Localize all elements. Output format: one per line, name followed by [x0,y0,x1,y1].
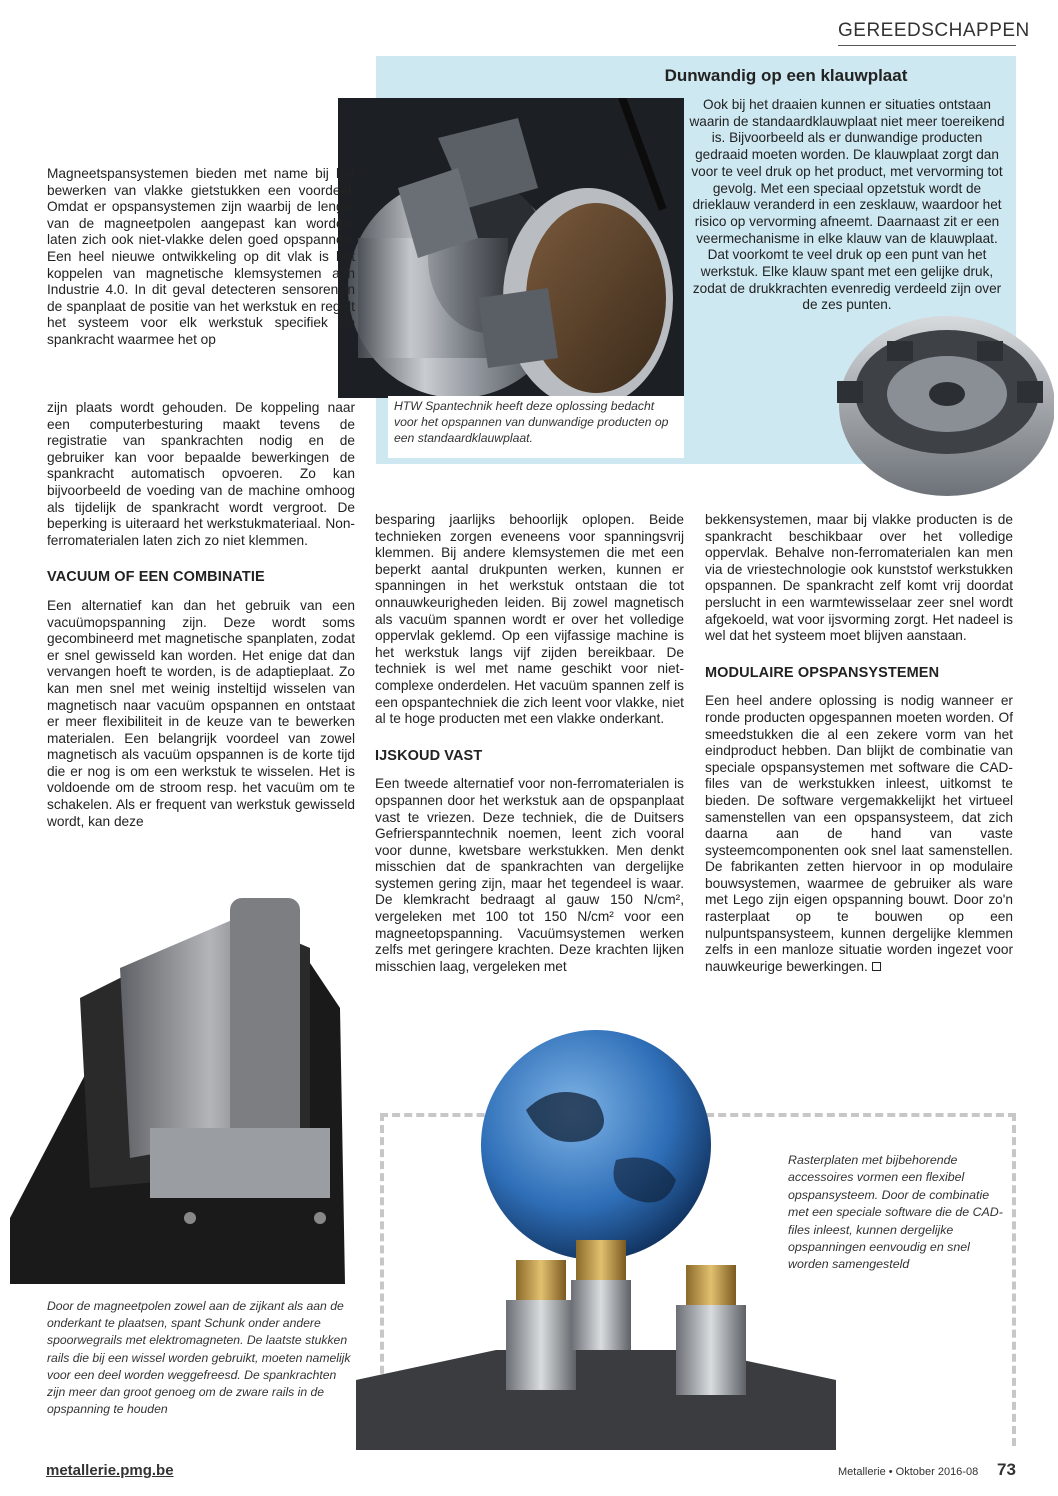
heading-vacuum: VACUUM OF EEN COMBINATIE [47,569,265,586]
heading-ijskoud: IJSKOUD VAST [375,747,483,764]
rail-photo [0,888,350,1284]
sidebar-text: Ook bij het draaien kunnen er situaties ontstaan waarin de standaardklauwplaat niet meer toereikend is. Bijvoorbeeld als er dunwandige producten gedraaid moeten worden. De klauwplaat zorgt dan voor te veel druk op het product, met vervorming tot gevolg. Met een speciaal opzetstuk wordt de drieklauw veranderd in een zesklauw, waardoor het risico op vervorming afneemt. Daarnaast zit er een veermechanisme in elke klauw van de klauwplaat. Dat voorkomt te veel druk op een punt van het werkstuk. Elke klauw spant met een gelijke druk, zodat de drukkrachten evenredig verdeeld zijn over de zes punten. [689,97,1005,313]
globe-caption: Rasterplaten met bijbehorende accessoires vormen een flexibel opspansysteem. Door de combinatie met een speciale software die de CAD-files inleest, kunnen dergelijke opspanningen eenvoudig en snel worden samengesteld [788,1153,1003,1272]
modulair-paragraph [705,693,1013,975]
mid-paragraph: besparing jaarlijks behoorlijk oplopen. Beide technieken zorgen eveneens voor spanningsvrij klemmen. Bij andere klemsystemen die met een beperkt aantal drukpunten werken, kunnen er spanningen in het werkstuk ontstaan die tot onnauwkeurigheden leiden. Bij zowel magnetisch als vacuüm spannen wordt er over het volledige oppervlak geklemd. Op een vijfassige machine is het werkstuk langs vijf zijden bereikbaar. De techniek is wel met name geschikt voor niet-complexe onderdelen. Het vacuüm spannen zelf is een opspantechniek die zich leent voor vlakke, niet al te hoge producten met een vlakke onderkant. [375,512,684,727]
globe-photo [356,1030,836,1450]
vacuum-paragraph: Een alternatief kan dan het gebruik van een vacuümopspanning zijn. Deze wordt soms gecombineerd met magnetische spanplaten, zodat er snel gewisseld kan worden. Het enige dat dan vervangen hoeft te worden, is de adaptieplaat. Zo kan men snel met weinig insteltijd wisselen van magnetisch naar vacuüm opspannen en ontstaat er meer flexibiliteit in de keuze van te bewerken materialen. Een belangrijk voordeel van zowel magnetisch als vacuüm opspannen is de korte tijd die er nog is om een werkstuk te wisselen. Het is voldoende om de stroom resp. het vacuüm om te schakelen. Als er frequent van werkstuk gewisseld wordt, kan deze [47,597,355,829]
intro-paragraph: Magneetspansystemen bieden met name bij het bewerken van vlakke gietstukken een voordeel. Omdat er opspansystemen zijn waarbij de lengte van de magneetpolen aangepast kan worden, laten zich ook niet-vlakke delen goed opspannen. Een heel nieuwe ontwikkeling op dit vlak is het koppelen van magnetische klemsystemen aan Industrie 4.0. In dit geval detecteren sensoren in de spanplaat de positie van het werkstuk en regelt het systeem voor elk werkstuk specifiek de spankracht waarmee het op [47,166,355,347]
sidebar-title: Dunwandig op een klauwplaat [664,66,908,85]
ring-chuck-photo [827,296,1054,514]
article-intro [47,166,355,349]
page-number: 73 [997,1460,1016,1479]
right-paragraph: bekkensystemen, maar bij vlakke producten is de spankracht beschikbaar over het volledige oppervlak. Behalve non-ferromaterialen kan men via de vriestechnologie ook kunststof werkstukken opspannen. De spankracht zelf komt vrij doordat perslucht in een warmtewisselaar zeer snel wordt afgekoeld, wat voor ijsvorming zorgt. Het nadeel is wel dat het systeem moet blijven aanstaan. [705,512,1013,644]
article-middle-column [375,512,684,975]
ijskoud-paragraph: Een tweede alternatief voor non-ferromaterialen is opspannen door het werkstuk aan de opspanplaat vast te vriezen. Deze techniek, die de Duitsers Gefrierspanntechnik noemen, leent zich vooral voor dunne, kwetsbare werkstukken. Men denkt misschien dat de spankrachten van dergelijke systemen gering zijn, maar het tegendeel is waar. De klemkracht bedraagt al gauw 150 N/cm², vergeleken met 100 tot 150 N/cm² voor een magneetopspanning. Vacuümsystemen werken zelfs met geringere krachten. Deze krachten lijken misschien laag, vergeleken met [375,776,684,974]
heading-modulair: MODULAIRE OPSPANSYSTEMEN [705,664,940,681]
end-mark-icon [872,962,881,971]
section-label: GEREEDSCHAPPEN [838,20,1016,46]
intro-continued: zijn plaats wordt gehouden. De koppeling naar een computerbesturing maakt tevens de registratie van spankrachten nodig en de gebruiker kan voor bepaalde bewerkingen de spankracht automatisch opvoeren. Zo kan bijvoorbeeld de voeding van de machine omhoog als tijdelijk de spankracht wordt vergroot. De beperking is uiteraard het werkstukmateriaal. Non-ferromaterialen laten zich zo niet klemmen. [47,400,355,548]
chuck-photo [338,98,684,398]
footer-url[interactable]: metallerie.pmg.be [46,1462,174,1479]
rail-caption: Door de magneetpolen zowel aan de zijkant als aan de onderkant te plaatsen, spant Schunk onder andere spoorwegrails met elektromagneten. De laatste stukken rails die bij een wissel worden gebruikt, moeten namelijk voor een deel worden weggefreesd. De spankrachten zijn meer dan groot genoeg om de zware rails in de opspanning te houden [47,1299,351,1417]
footer-publication: Metallerie • Oktober 2016-08 [838,1466,979,1478]
modulair-text: Een heel andere oplossing is nodig wanneer er ronde producten opgespannen moeten worden. Of smeedstukken die al een zekere vorm van het eindproduct hebben. Dan blijkt de combinatie van speciale opspansystemen met software die CAD-files van de werkstukken inleest, uitkomst te bieden. De software vergemakkelijkt het virtueel samenstellen van een opspansysteem, dat zich daarna aan de hand van vaste systeemcomponenten ook snel laat samenstellen. De fabrikanten zetten hiervoor in op modulaire bouwsystemen, waarmee de gebruiker als ware met Lego zijn eigen opspanning bouwt. Door zo'n rasterplaat op te bouwen op een nulpuntspansysteem, kunnen dergelijke klemmen zelfs in een manloze situatie worden ingezet voor nauwkeurige bewerkingen. [705,693,1013,974]
article-right-column [705,512,1013,975]
chuck-caption: HTW Spantechnik heeft deze oplossing bedacht voor het opspannen van dunwandige producten op een standaardklauwplaat. [388,396,684,458]
article-left-column [47,400,355,830]
